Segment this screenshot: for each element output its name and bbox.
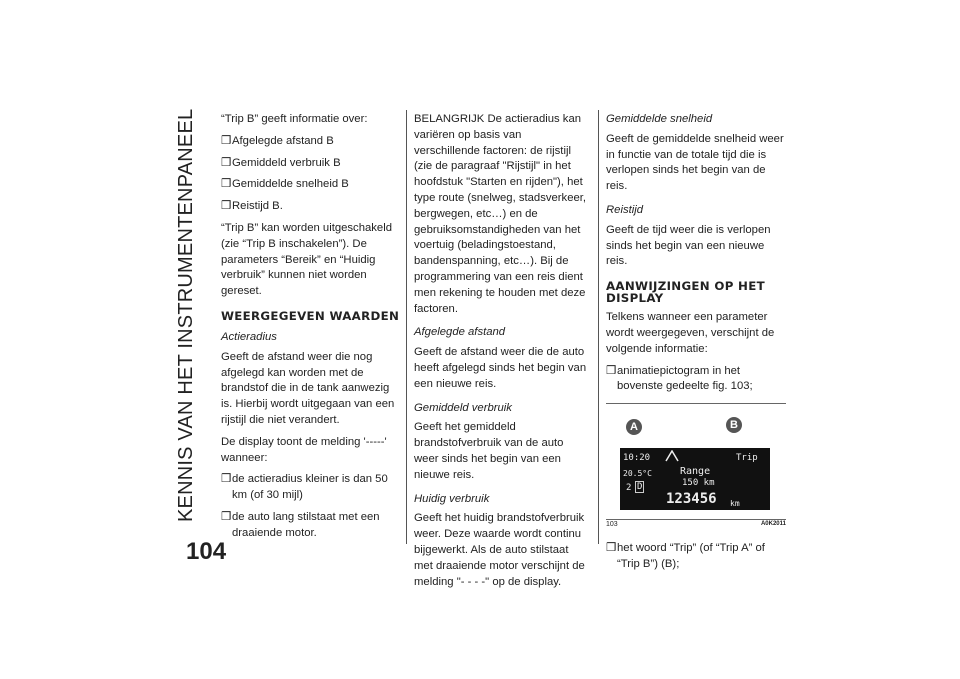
checkbox-bullet-icon: ❒: [221, 510, 232, 523]
subheading: Gemiddeld verbruik: [414, 401, 512, 414]
animation-icon: [664, 450, 680, 462]
lcd-odometer: 123456: [666, 491, 717, 508]
lcd-trip-label: Trip: [736, 453, 758, 464]
lcd-temperature: 20.5°C: [623, 469, 652, 479]
display-paragraph: De display toont de melding '-----' wanneer:: [221, 435, 387, 464]
subheading: Actieradius: [221, 330, 277, 343]
list-item: ❒animatiepictogram in het bovenste gedeelte fig. 103;: [606, 364, 753, 393]
reset-paragraph: “Trip B” kan worden uitgeschakeld (zie “Trip B inschakelen”). De parameters “Bereik” en “Huidig verbruik” kunnen niet worden gereset.: [221, 221, 392, 298]
lcd-range-label: Range: [680, 466, 711, 478]
paragraph: Geeft het huidig brandstofverbruik weer. Deze waarde wordt continu bijgewerkt. Als de auto stilstaat met draaiende motor verschijnt de melding "- - - -" op de display.: [414, 512, 585, 588]
paragraph: Geeft de gemiddelde snelheid weer in functie van de totale tijd die is verlopen sinds het begin van de reis.: [606, 132, 784, 193]
column-divider: [598, 110, 599, 544]
column-3: [606, 112, 786, 579]
list-item: ❒Afgelegde afstand B: [221, 134, 401, 150]
checkbox-bullet-icon: ❒: [606, 364, 617, 377]
column-1: [221, 112, 401, 548]
subheading: Gemiddelde snelheid: [606, 113, 713, 125]
lcd-time: 10:20: [623, 453, 651, 464]
page-number: 104: [186, 538, 227, 565]
paragraph: Geeft het gemiddeld brandstofverbruik van de auto weer sinds het begin van een nieuwe reis.: [414, 421, 564, 481]
checkbox-bullet-icon: ❒: [221, 473, 232, 486]
column-divider: [406, 110, 407, 544]
subheading: Huidig verbruik: [414, 492, 490, 505]
paragraph: Telkens wanneer een parameter wordt weergegeven, verschijnt de volgende informatie:: [606, 311, 775, 355]
checkbox-bullet-icon: ❒: [221, 134, 232, 147]
list-item: ❒Reistijd B.: [221, 199, 401, 215]
list-item: ❒de auto lang stilstaat met een draaiende motor.: [221, 510, 380, 539]
lcd-gear-letter: D: [637, 482, 643, 493]
figure-number: 103: [606, 521, 618, 529]
subheading: Afgelegde afstand: [414, 326, 506, 339]
marker-b: B: [726, 417, 742, 433]
list-item: ❒Gemiddelde snelheid B: [221, 177, 401, 193]
checkbox-bullet-icon: ❒: [221, 156, 232, 169]
paragraph: Geeft de tijd weer die is verlopen sinds het begin van een nieuwe reis.: [606, 223, 771, 268]
checkbox-bullet-icon: ❒: [606, 542, 617, 555]
section-heading: WEERGEGEVEN WAARDEN: [221, 308, 400, 323]
figure-code: A0K2011: [760, 521, 786, 528]
figure-bottom-rule: [606, 519, 786, 520]
list-item: ❒de actieradius kleiner is dan 50 km (of 30 mijl): [221, 473, 388, 502]
trip-b-intro: “Trip B” geeft informatie over:: [221, 113, 368, 125]
lcd-display: [620, 448, 770, 510]
section-heading: AANWIJZINGEN OP HET DISPLAY: [606, 279, 765, 306]
figure-103: [606, 403, 786, 533]
subheading: Reistijd: [606, 203, 644, 216]
list-item: ❒het woord “Trip” (of “Trip A” of “Trip B”) (B);: [606, 542, 765, 570]
lcd-range-value: 150 km: [682, 478, 715, 489]
lcd-gear: 2: [626, 483, 632, 494]
checkbox-bullet-icon: ❒: [221, 178, 232, 191]
lcd-odometer-unit: km: [730, 499, 740, 509]
important-paragraph: BELANGRIJK De actieradius kan variëren op basis van verschillende factoren: de rijstijl (zie de paragraaf "Rijstijl" in het hoofdstuk "Starten en rijden"), het type route (snelweg, stadsverkeer, bergwegen, etc…) en de gebruiksomstandigheden van het voertuig (beladingstoestand, bandenspanning, etc…). Bij de programmering van een reis dient men rekening te houden met deze factoren.: [414, 113, 587, 315]
range-paragraph: Geeft de afstand weer die nog afgelegd kan worden met de brandstof die in de tank aanwezig is. Hierbij wordt uitgegaan van een rijstijl die niet verandert.: [221, 350, 395, 426]
list-item: ❒Gemiddeld verbruik B: [221, 156, 401, 172]
marker-a: A: [626, 419, 642, 435]
figure-top-rule: [606, 403, 786, 404]
section-side-title: KENNIS VAN HET INSTRUMENTENPANEEL: [175, 109, 197, 523]
checkbox-bullet-icon: ❒: [221, 200, 232, 213]
paragraph: Geeft de afstand weer die de auto heeft afgelegd sinds het begin van een nieuwe reis.: [414, 346, 587, 390]
column-2: [414, 112, 590, 596]
